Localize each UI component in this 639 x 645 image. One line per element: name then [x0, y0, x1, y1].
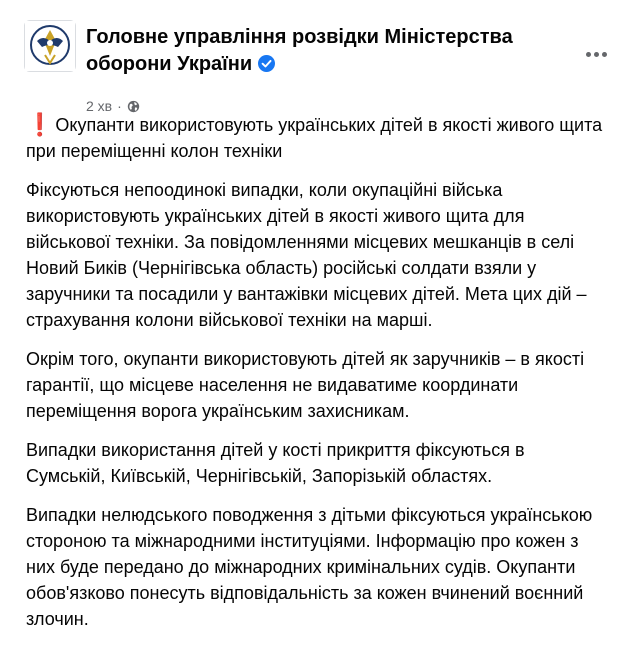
- post-header: [24, 18, 624, 114]
- headline-text: Окупанти використовують українських дітей в якості живого щита при переміщенні колон техніки: [26, 115, 603, 161]
- globe-icon[interactable]: [127, 100, 140, 113]
- page-avatar[interactable]: [24, 20, 76, 72]
- post-paragraph-3: Випадки використання дітей у кості прикриття фіксуються в Сумській, Київській, Чернігівській, Запорізькій областях.: [26, 440, 525, 486]
- verified-badge-icon: [258, 55, 275, 72]
- exclamation-icon: ❗: [26, 112, 54, 137]
- post-paragraph-2: Окрім того, окупанти використовують дітей як заручників – в якості гарантії, що місцеве населення не видаватиме координати переміщення ворога українським захисникам.: [26, 349, 585, 421]
- page-name[interactable]: [86, 24, 556, 78]
- post-headline: [26, 112, 606, 164]
- post-paragraph-1: Фіксуються непоодинокі випадки, коли окупаційні війська використовують українських дітей в якості живого щита для військової техніки. За повідомленнями місцевих мешканців в селі Новий Биків (Чернігівська область) російські солдати взяли у заручники та посадили у вантажівки місцевих дітей. Мета цих дій – страхування колони військової техніки на марші.: [26, 180, 587, 330]
- page-name-text[interactable]: Головне управління розвідки Міністерства оборони України: [86, 26, 513, 75]
- meta-separator: ·: [117, 98, 122, 114]
- post-text: [26, 112, 606, 645]
- post-paragraph-4: Випадки нелюдського поводження з дітьми фіксуються українською стороною та міжнародними інституціями. Інформацію про кожен з них буде передано до міжнародних кримінальних судів. Окупанти обов'язково понесуть відповідальність за кожен вчинений воєнний злочин.: [26, 505, 593, 629]
- emblem-icon: [25, 21, 75, 71]
- post-timestamp[interactable]: 2 хв: [86, 98, 113, 114]
- more-options-icon: [584, 52, 608, 57]
- more-options-button[interactable]: [578, 36, 614, 72]
